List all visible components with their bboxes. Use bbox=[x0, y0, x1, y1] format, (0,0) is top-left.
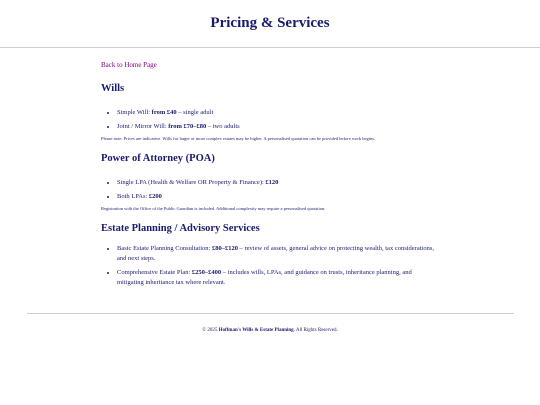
main-content bbox=[101, 61, 436, 292]
estate-list bbox=[101, 244, 436, 288]
item-label: Both LPAs: bbox=[117, 193, 149, 200]
list-item bbox=[117, 122, 436, 132]
item-price: from £70–£80 bbox=[168, 123, 207, 130]
poa-list bbox=[101, 178, 436, 202]
item-label: Comprehensive Estate Plan: bbox=[117, 269, 192, 276]
footer-divider bbox=[27, 313, 514, 314]
item-price: from £40 bbox=[151, 109, 177, 116]
poa-heading: Power of Attorney (POA) bbox=[101, 153, 215, 164]
list-item bbox=[117, 178, 436, 188]
item-price: £200 bbox=[148, 193, 162, 200]
list-item bbox=[117, 108, 436, 118]
list-item bbox=[117, 268, 436, 288]
item-desc: – includes wills, LPAs, and guidance on trusts, inheritance planning, and mitigating inheritance tax where relevant. bbox=[117, 269, 412, 286]
poa-note: Registration with the Office of the Public Guardian is included. Additional complexity may require a personalised quotation. bbox=[101, 206, 326, 211]
estate-heading: Estate Planning / Advisory Services bbox=[101, 223, 260, 234]
back-to-home-link[interactable]: Back to Home Page bbox=[101, 61, 157, 69]
list-item bbox=[117, 244, 436, 264]
wills-note: Please note: Prices are indicative. Wills for larger or more complex estates may be higher. A personalised quotation can be provided before work begins. bbox=[101, 136, 376, 141]
item-desc: – single adult bbox=[176, 109, 214, 116]
footer-brand: Hoffman's Wills & Estate Planning bbox=[218, 328, 294, 333]
item-label: Basic Estate Planning Consultation: bbox=[117, 245, 212, 252]
page-title: Pricing & Services bbox=[210, 15, 330, 31]
wills-heading: Wills bbox=[101, 83, 125, 94]
item-price: £120 bbox=[265, 179, 279, 186]
item-desc: – two adults bbox=[206, 123, 240, 130]
item-price: £80–£120 bbox=[211, 245, 238, 252]
footer-rights: . All Rights Reserved. bbox=[293, 328, 338, 333]
item-desc: – review of assets, general advice on protecting wealth, tax considerations, and next steps. bbox=[117, 245, 434, 262]
page-footer bbox=[0, 328, 540, 333]
footer-copyright: © 2025 bbox=[202, 328, 219, 333]
item-label: Single LPA (Health & Welfare OR Property & Finance): bbox=[117, 179, 266, 186]
item-label: Simple Will: bbox=[117, 109, 152, 116]
item-price: £250–£400 bbox=[191, 269, 222, 276]
page-header bbox=[0, 0, 540, 48]
item-label: Joint / Mirror Will: bbox=[117, 123, 169, 130]
list-item bbox=[117, 192, 436, 202]
wills-list bbox=[101, 108, 436, 132]
